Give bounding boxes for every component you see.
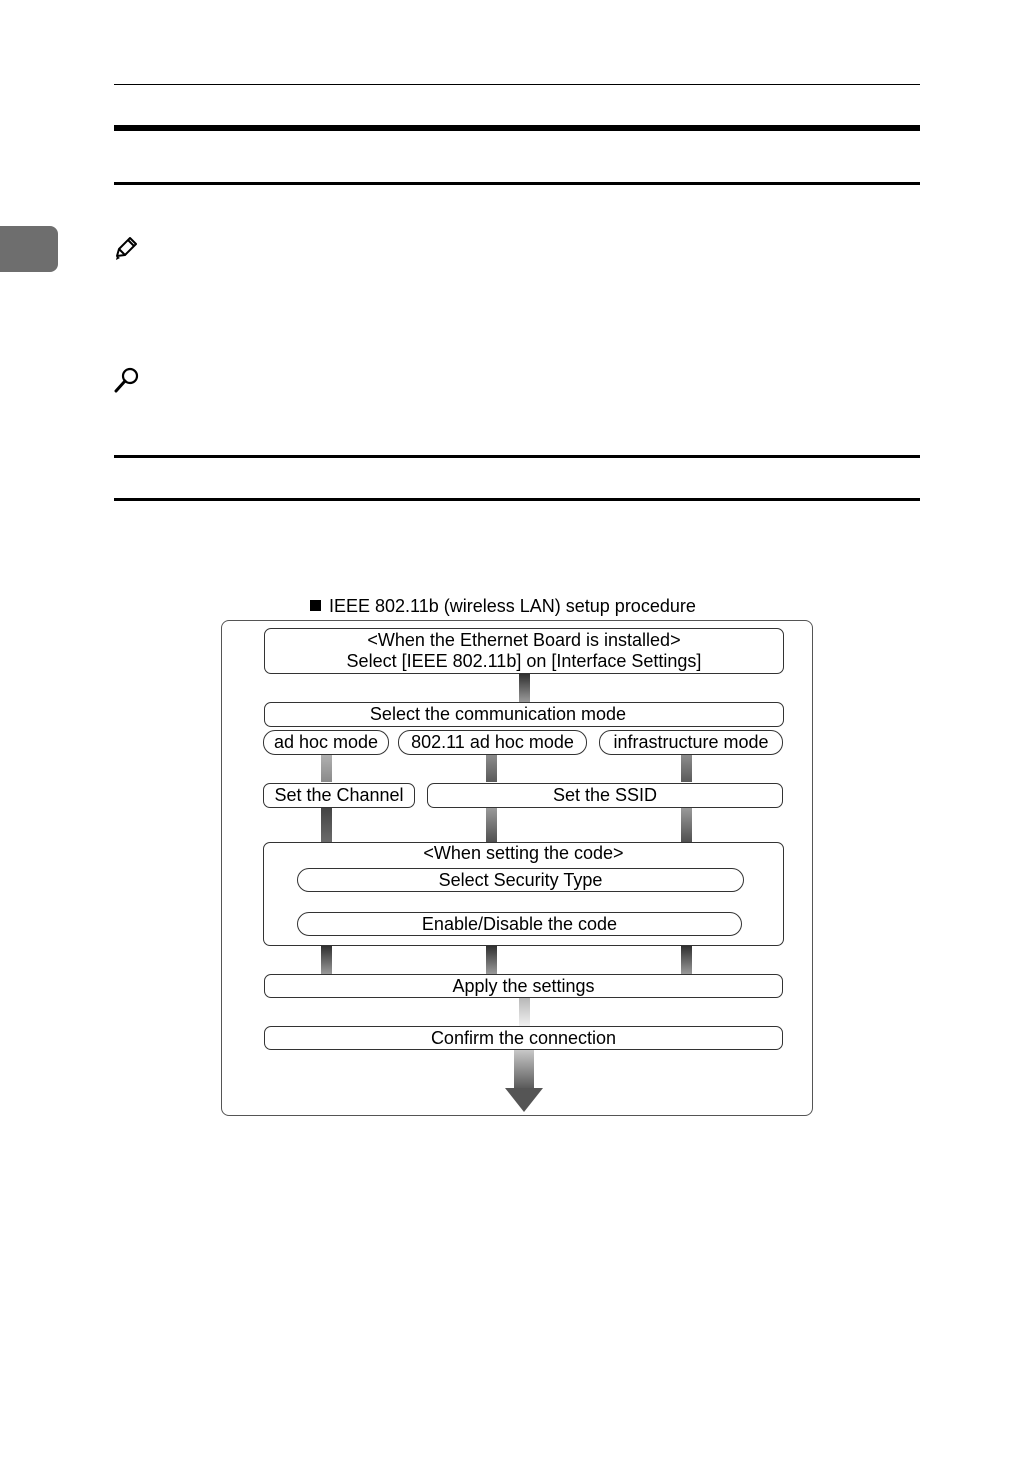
- mode-adhoc: [263, 730, 389, 755]
- mode-infrastructure-label: infrastructure mode: [613, 732, 769, 752]
- mode-adhoc-label: ad hoc mode: [273, 732, 379, 752]
- connector-infra-to-ssid: [681, 755, 692, 782]
- step-enable-disable-code: [297, 912, 742, 936]
- connector-code-to-apply-3: [681, 946, 692, 974]
- step-apply-settings: [264, 974, 783, 998]
- step-select-security-type: [297, 868, 744, 892]
- final-arrow-stem: [514, 1050, 534, 1090]
- connector-code-to-apply-1: [321, 946, 332, 974]
- step-confirm-connection: [264, 1026, 783, 1050]
- set-ssid-label: Set the SSID: [552, 785, 658, 805]
- connector-channel-to-code: [321, 808, 332, 842]
- diagram-title-text: IEEE 802.11b (wireless LAN) setup procedure: [329, 596, 696, 616]
- connector-80211-to-ssid: [486, 755, 497, 782]
- square-bullet-icon: [310, 600, 321, 611]
- enable-disable-label: Enable/Disable the code: [421, 913, 618, 934]
- select-security-label: Select Security Type: [438, 869, 603, 890]
- section-rule-thick: [114, 125, 920, 131]
- connector-ssid-right-to-code: [681, 808, 692, 842]
- chapter-tab: [0, 226, 58, 272]
- magnifier-icon: [113, 366, 141, 394]
- code-group-title: <When setting the code>: [423, 843, 624, 863]
- step-comm-mode-label: Select the communication mode: [369, 704, 627, 724]
- step-install-line1: <When the Ethernet Board is installed>: [367, 630, 681, 650]
- step-set-ssid: [427, 783, 783, 808]
- connector-ssid-left-to-code: [486, 808, 497, 842]
- pencil-icon: [113, 236, 139, 262]
- diagram-title: [310, 594, 696, 618]
- section-rule-bottom: [114, 182, 920, 185]
- down-arrow-icon: [505, 1088, 543, 1112]
- header-rule-thin: [114, 84, 920, 85]
- step-install-line2: Select [IEEE 802.11b] on [Interface Settings]: [346, 651, 702, 671]
- mode-80211-adhoc-label: 802.11 ad hoc mode: [411, 732, 574, 752]
- step-set-channel: [263, 783, 415, 808]
- connector-install-to-mode: [519, 674, 530, 702]
- mode-80211-adhoc: [398, 730, 587, 755]
- subsection-rule-top: [114, 455, 920, 458]
- apply-settings-label: Apply the settings: [452, 975, 595, 996]
- step-select-communication-mode: [264, 702, 784, 727]
- connector-apply-to-confirm: [519, 998, 530, 1026]
- connector-code-to-apply-2: [486, 946, 497, 974]
- mode-infrastructure: [599, 730, 783, 755]
- connector-adhoc-to-channel: [321, 755, 332, 782]
- step-ethernet-board-installed: [264, 628, 784, 674]
- subsection-rule-bottom: [114, 498, 920, 501]
- confirm-connection-label: Confirm the connection: [430, 1027, 617, 1048]
- set-channel-label: Set the Channel: [274, 785, 404, 805]
